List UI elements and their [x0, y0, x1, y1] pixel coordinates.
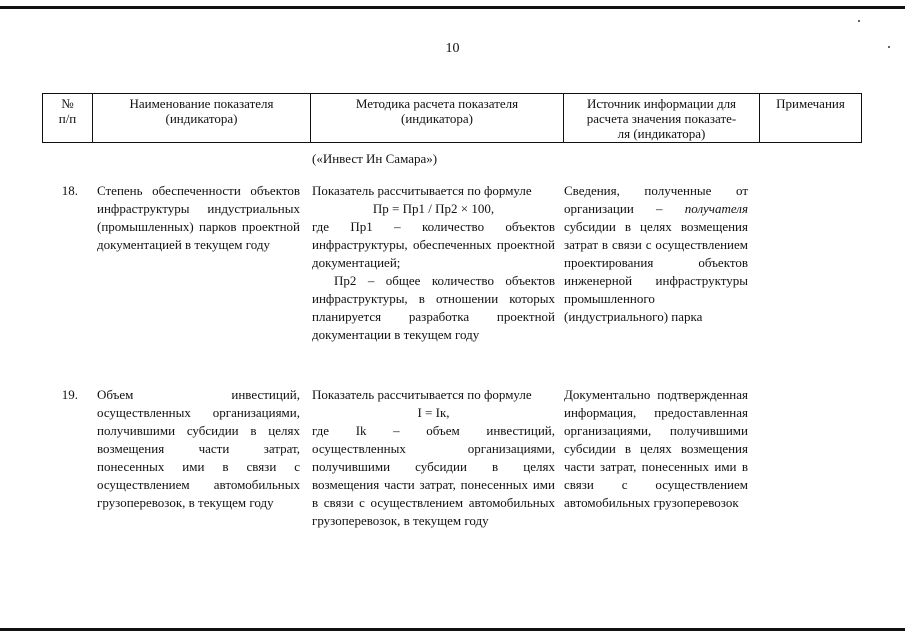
row-18-method-intro: Показатель рассчитывается по формуле — [312, 183, 532, 198]
row-19-formula: I = Iк, — [417, 405, 450, 420]
carryover-text: («Инвест Ин Самара») — [312, 151, 438, 166]
header-method: Методика расчета показателя (индикатора) — [311, 94, 564, 143]
row-18-method — [312, 182, 555, 344]
row-18-number: 18. — [61, 183, 78, 198]
page-number: 10 — [445, 41, 460, 56]
header-notes: Примечания — [760, 94, 862, 143]
row-19-method — [312, 386, 555, 530]
header-name: Наименование показателя (индикатора) — [93, 94, 311, 143]
row-19-method-definition: где Ik – объем инвестиций, осуществленных организациями, получившими субсидии в целях возмещения части затрат, понесенных ими в связи с осуществлением автомобильных грузоперевозок, в текущем году — [312, 423, 555, 528]
row-18-method-definition-1: где Пр1 – количество объектов инфраструктуры, обеспеченных проектной документацией; — [312, 219, 555, 270]
row-18-method-definition-2: Пр2 – общее количество объектов инфраструктуры, в отношении которых планируется разработка проектной документации в текущем году — [312, 273, 555, 342]
header-num: № п/п — [43, 94, 93, 143]
row-18-source: Сведения, полученные от организации – получателя субсидии в целях возмещения затрат в связи с осуществлением проектирования объектов инженерной инфраструктуры промышленного (индустриального) парка — [564, 183, 748, 324]
row-19-number: 19. — [61, 387, 78, 402]
header-source: Источник информации для расчета значения показате- ля (индикатора) — [564, 94, 760, 143]
top-rule — [0, 6, 905, 9]
table-header — [42, 93, 862, 143]
row-19-name: Объем инвестиций, осуществленных организациями, получившими субсидии в целях возмещения части затрат, понесенных ими в связи с осуществлением автомобильных грузоперевозок, в текущем году — [97, 387, 300, 510]
bottom-rule — [0, 628, 905, 631]
row-18-name: Степень обеспеченности объектов инфраструктуры индустриальных (промышленных) парков проектной документацией в текущем году — [97, 183, 300, 252]
scan-speck — [858, 20, 860, 22]
row-19-source: Документально подтвержденная информация, предоставленная организациями, получившими субсидии в целях возмещения части затрат, понесенных ими в связи с осуществлением автомобильных грузоперевозок — [564, 387, 748, 510]
row-18-formula: Пр = Пр1 / Пр2 × 100, — [372, 201, 495, 216]
row-19-method-intro: Показатель рассчитывается по формуле — [312, 387, 532, 402]
